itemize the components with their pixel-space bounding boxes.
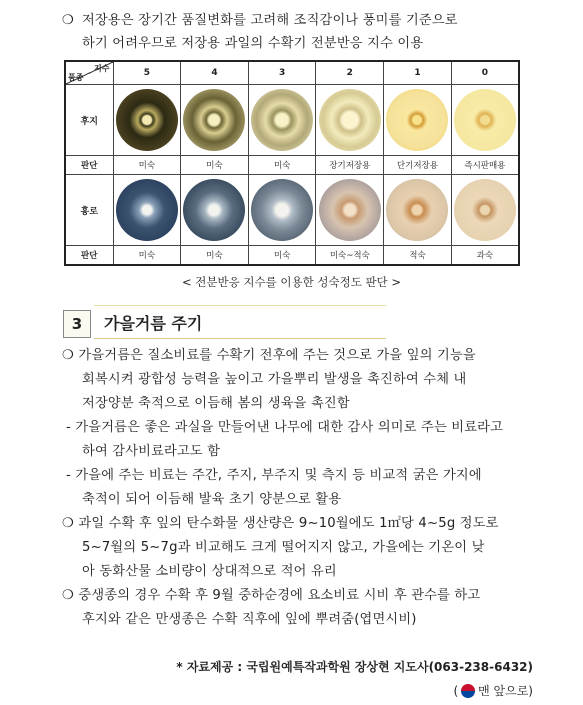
judgment-cell: 미숙: [181, 156, 249, 175]
judgment-cell: 즉시판매용: [451, 156, 519, 175]
index-header: 1: [384, 61, 452, 85]
starch-index-table: [64, 60, 520, 266]
apple-slice-photo: [116, 89, 178, 151]
table-corner-cell: [65, 61, 113, 85]
bullet-2-line-3: 아 동화산물 소비량이 상대적으로 적어 유리: [82, 564, 337, 579]
apple-slice-photo: [454, 179, 516, 241]
fuji-image-row: [65, 85, 519, 156]
intro-bullet: ❍: [62, 13, 75, 28]
corner-index-label: 지수: [94, 64, 110, 73]
judgment-cell: 미숙: [113, 246, 181, 266]
judgment-cell: 미숙: [248, 246, 316, 266]
photo-cell: [113, 175, 181, 246]
intro-line-2: 하기 어려우므로 저장용 과일의 수확기 전분반응 지수 이용: [82, 36, 424, 51]
apple-slice-photo: [251, 89, 313, 151]
nav-open-paren: (: [453, 683, 459, 698]
fuji-judgment-row: [65, 156, 519, 175]
index-header: 2: [316, 61, 384, 85]
judgment-label: 판단: [65, 246, 113, 266]
apple-slice-photo: [183, 179, 245, 241]
back-to-top-link[interactable]: [453, 682, 533, 699]
judgment-cell: 미숙: [113, 156, 181, 175]
corner-variety-label: 품종: [68, 73, 84, 82]
table-header-row: [65, 61, 519, 85]
dash-1-line-1: - 가을거름은 좋은 과실을 만들어낸 나무에 대한 감사 의미로 주는 비료라고: [66, 420, 504, 435]
source-credit: * 자료제공 : 국립원예특작과학원 장상현 지도사(063-238-6432): [176, 660, 533, 674]
variety-label-fuji: 후지: [65, 85, 113, 156]
photo-cell: [181, 175, 249, 246]
apple-slice-photo: [251, 179, 313, 241]
photo-cell: [384, 175, 452, 246]
section-rule: [94, 338, 386, 339]
bullet-1-line-2: 회복시켜 광합성 능력을 높이고 가을뿌리 발생을 촉진하여 수체 내: [82, 372, 467, 387]
bullet-1-line-3: 저장양분 축적으로 이듬해 봄의 생육을 촉진함: [82, 396, 350, 411]
photo-cell: [113, 85, 181, 156]
judgment-cell: 미숙: [181, 246, 249, 266]
bullet-3-line-2: 후지와 같은 만생종은 수확 직후에 잎에 뿌려줌(엽면시비): [82, 612, 417, 627]
judgment-cell: 단기저장용: [384, 156, 452, 175]
photo-cell: [181, 85, 249, 156]
bullet-1-line-1: ❍ 가을거름은 질소비료를 수확기 전후에 주는 것으로 가을 잎의 기능을: [62, 348, 476, 363]
photo-cell: [316, 85, 384, 156]
dash-2-line-2: 축적이 되어 이듬해 발육 초기 양분으로 활용: [82, 492, 342, 507]
section-number: 3: [63, 310, 91, 338]
bullet-3-line-1: ❍ 중생종의 경우 수확 후 9월 중하순경에 요소비료 시비 후 관수를 하고: [62, 588, 481, 603]
variety-label-hongro: 홍로: [65, 175, 113, 246]
judgment-cell: 미숙~적숙: [316, 246, 384, 266]
back-to-top-label: 맨 앞으로): [478, 684, 533, 698]
photo-cell: [316, 175, 384, 246]
apple-slice-photo: [319, 179, 381, 241]
apple-slice-photo: [454, 89, 516, 151]
judgment-label: 판단: [65, 156, 113, 175]
dash-1-line-2: 하여 감사비료라고도 함: [82, 444, 221, 459]
index-header: 4: [181, 61, 249, 85]
hongro-image-row: [65, 175, 519, 246]
judgment-cell: 미숙: [248, 156, 316, 175]
judgment-cell: 과숙: [451, 246, 519, 266]
table-caption: < 전분반응 지수를 이용한 성숙정도 판단 >: [182, 275, 401, 289]
photo-cell: [451, 85, 519, 156]
intro-line-1: 저장용은 장기간 품질변화를 고려해 조직감이나 풍미를 기준으로: [82, 13, 458, 28]
index-header: 5: [113, 61, 181, 85]
index-header: 3: [248, 61, 316, 85]
apple-slice-photo: [386, 89, 448, 151]
bullet-2-line-1: ❍ 과일 수확 후 잎의 탄수화물 생산량은 9~10월에도 1㎡당 4~5g 정도로: [62, 516, 499, 531]
dash-2-line-1: - 가을에 주는 비료는 주간, 주지, 부주지 및 측지 등 비교적 굵은 가지에: [66, 468, 482, 483]
section-rule-top: [94, 305, 386, 306]
hongro-judgment-row: [65, 246, 519, 266]
photo-cell: [248, 175, 316, 246]
apple-slice-photo: [183, 89, 245, 151]
bullet-2-line-2: 5~7월의 5~7g과 비교해도 크게 떨어지지 않고, 가을에는 기온이 낮: [82, 540, 485, 555]
photo-cell: [384, 85, 452, 156]
judgment-cell: 적숙: [384, 246, 452, 266]
photo-cell: [451, 175, 519, 246]
apple-slice-photo: [386, 179, 448, 241]
apple-slice-photo: [319, 89, 381, 151]
photo-cell: [248, 85, 316, 156]
section-title: 가을거름 주기: [104, 314, 203, 333]
index-header: 0: [451, 61, 519, 85]
judgment-cell: 장기저장용: [316, 156, 384, 175]
taegeuk-icon: [461, 684, 475, 698]
apple-slice-photo: [116, 179, 178, 241]
